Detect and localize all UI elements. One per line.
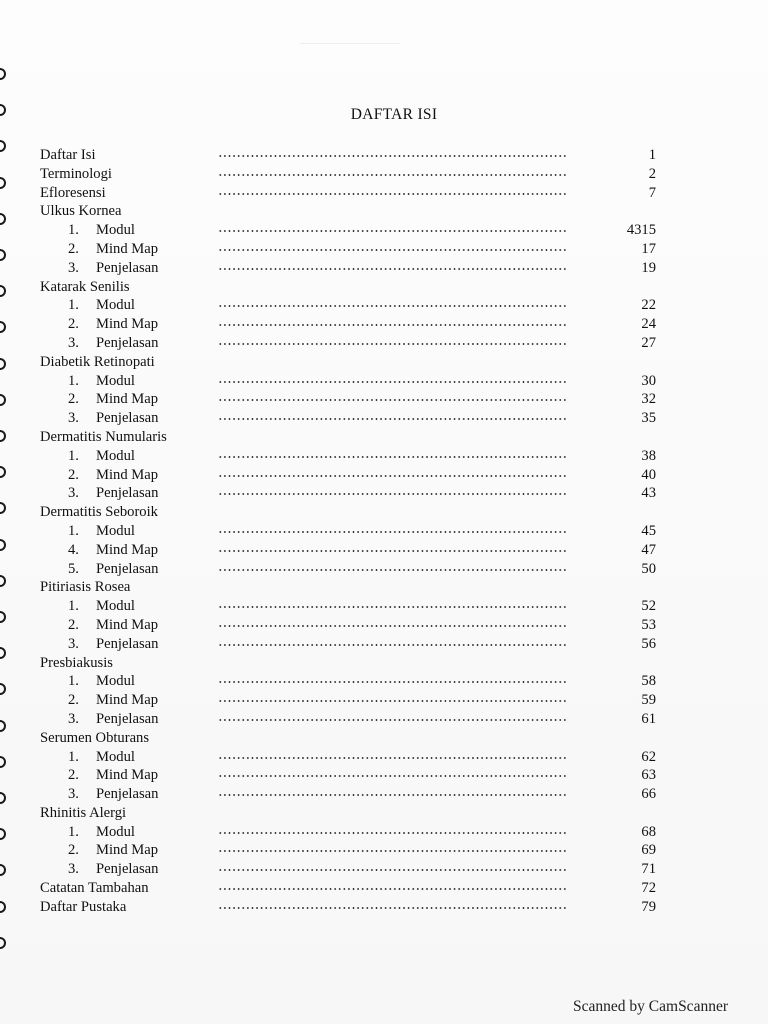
toc-entry-label: Pitiriasis Rosea — [40, 579, 131, 596]
toc-entry-number: 2. — [68, 842, 79, 859]
toc-subitem-row — [0, 409, 768, 428]
toc-dot-leader — [218, 418, 566, 420]
toc-entry-number: 5. — [68, 560, 79, 577]
toc-entry-number: 1. — [68, 598, 79, 615]
toc-subitem-row — [0, 522, 768, 541]
toc-subitem-row — [0, 240, 768, 259]
toc-section-row — [0, 428, 768, 447]
toc-page-number: 50 — [641, 560, 656, 577]
scan-artifact — [300, 43, 400, 44]
page-title: DAFTAR ISI — [350, 106, 438, 123]
toc-subitem-row — [0, 672, 768, 691]
toc-dot-leader — [218, 850, 566, 852]
toc-section-row — [0, 729, 768, 748]
toc-page-number: 19 — [641, 259, 656, 276]
table-of-contents — [0, 146, 768, 917]
toc-entry-number: 1. — [68, 748, 79, 765]
toc-dot-leader — [218, 681, 566, 683]
toc-entry-number: 2. — [68, 692, 79, 709]
toc-dot-leader — [218, 606, 566, 608]
toc-entry-text: Penjelasan — [96, 259, 159, 276]
toc-entry-text: Mind Map — [96, 240, 159, 257]
toc-dot-leader — [218, 644, 566, 646]
toc-page-number: 24 — [641, 316, 656, 333]
toc-subitem-row — [0, 823, 768, 842]
toc-entry-text: Modul — [96, 748, 135, 765]
toc-entry-number: 1. — [68, 522, 79, 539]
toc-entry-text: Modul — [96, 297, 135, 314]
toc-entry-label — [68, 597, 135, 616]
toc-entry-label — [68, 447, 135, 466]
toc-entry-text: Modul — [96, 823, 135, 840]
toc-page-number: 40 — [641, 466, 656, 483]
toc-page-number: 17 — [641, 240, 656, 257]
toc-subitem-row — [0, 616, 768, 635]
binding-ring — [0, 937, 6, 949]
toc-page-number: 7 — [648, 184, 656, 201]
toc-subitem-row — [0, 766, 768, 785]
toc-page-number: 71 — [641, 861, 656, 878]
toc-entry-text: Penjelasan — [96, 861, 159, 878]
toc-entry-label — [68, 221, 135, 240]
toc-entry-text: Modul — [96, 447, 135, 464]
toc-dot-leader — [218, 700, 566, 702]
toc-entry-label: Efloresensi — [40, 184, 106, 201]
toc-section-row — [0, 278, 768, 297]
toc-entry-number: 4. — [68, 541, 79, 558]
toc-entry-label — [68, 334, 158, 353]
toc-entry-number: 3. — [68, 710, 79, 727]
toc-entry-text: Modul — [96, 598, 135, 615]
toc-dot-leader — [218, 888, 566, 890]
toc-dot-leader — [218, 493, 566, 495]
toc-entry-label: Presbiakusis — [40, 654, 113, 671]
toc-entry-number: 3. — [68, 786, 79, 803]
toc-dot-leader — [218, 569, 566, 571]
toc-page-number: 61 — [641, 710, 656, 727]
toc-page-number: 59 — [641, 692, 656, 709]
toc-entry-label — [68, 560, 158, 579]
toc-entry-number: 3. — [68, 861, 79, 878]
toc-entry-text: Penjelasan — [96, 710, 159, 727]
toc-entry-number: 2. — [68, 240, 79, 257]
toc-entry-label — [68, 315, 158, 334]
toc-subitem-row — [0, 860, 768, 879]
toc-subitem-row — [0, 221, 768, 240]
toc-entry-number: 2. — [68, 316, 79, 333]
toc-entry-text: Mind Map — [96, 391, 159, 408]
toc-entry-label — [68, 541, 158, 560]
toc-page-number: 63 — [641, 767, 656, 784]
toc-entry-label: Daftar Isi — [40, 147, 96, 163]
toc-entry-number: 3. — [68, 334, 79, 351]
toc-entry-number: 1. — [68, 823, 79, 840]
toc-entry-text: Penjelasan — [96, 485, 159, 502]
toc-subitem-row — [0, 259, 768, 278]
toc-dot-leader — [218, 625, 566, 627]
toc-entry-label — [68, 823, 135, 842]
toc-dot-leader — [218, 381, 566, 383]
toc-entry-text: Mind Map — [96, 692, 159, 709]
toc-section-row — [0, 202, 768, 221]
toc-entry-label — [68, 240, 158, 259]
toc-page-number: 79 — [641, 898, 656, 915]
toc-page-number: 2 — [648, 165, 656, 182]
toc-dot-leader — [218, 719, 566, 721]
toc-page-number: 38 — [641, 447, 656, 464]
toc-subitem-row — [0, 390, 768, 409]
toc-dot-leader — [218, 343, 566, 345]
toc-entry-label — [68, 710, 158, 729]
toc-dot-leader — [218, 757, 566, 759]
toc-entry-number: 2. — [68, 616, 79, 633]
toc-subitem-row — [0, 597, 768, 616]
toc-subitem-row — [0, 785, 768, 804]
toc-entry-label: Ulkus Kornea — [40, 203, 122, 220]
toc-entry-label: Katarak Senilis — [40, 278, 130, 295]
toc-page-number: 4315 — [626, 222, 656, 239]
toc-dot-leader — [218, 832, 566, 834]
toc-subitem-row — [0, 560, 768, 579]
toc-entry-text: Mind Map — [96, 541, 159, 558]
toc-entry-number: 2. — [68, 767, 79, 784]
toc-section-row — [0, 165, 768, 184]
toc-entry-text: Modul — [96, 372, 135, 389]
toc-dot-leader — [218, 794, 566, 796]
toc-page-number: 69 — [641, 842, 656, 859]
toc-page-number: 27 — [641, 334, 656, 351]
toc-page-number: 35 — [641, 410, 656, 427]
toc-subitem-row — [0, 748, 768, 767]
toc-entry-label — [68, 860, 158, 879]
toc-dot-leader — [218, 550, 566, 552]
toc-page-number: 53 — [641, 616, 656, 633]
toc-entry-label — [68, 296, 135, 315]
toc-entry-text: Modul — [96, 522, 135, 539]
toc-subitem-row — [0, 635, 768, 654]
toc-entry-text: Modul — [96, 222, 135, 239]
toc-dot-leader — [218, 324, 566, 326]
toc-page-number: 22 — [641, 297, 656, 314]
toc-entry-text: Mind Map — [96, 616, 159, 633]
toc-entry-text: Mind Map — [96, 316, 159, 333]
toc-dot-leader — [218, 907, 566, 909]
toc-page-number: 45 — [641, 522, 656, 539]
toc-page-number: 1 — [648, 147, 656, 163]
toc-entry-label — [68, 785, 158, 804]
toc-entry-label: Dermatitis Seboroik — [40, 504, 158, 521]
toc-entry-number: 1. — [68, 297, 79, 314]
toc-entry-label — [68, 841, 158, 860]
toc-subitem-row — [0, 296, 768, 315]
toc-dot-leader — [218, 305, 566, 307]
toc-entry-number: 2. — [68, 391, 79, 408]
toc-entry-text: Mind Map — [96, 842, 159, 859]
toc-entry-label: Terminologi — [40, 165, 112, 182]
toc-entry-number: 1. — [68, 222, 79, 239]
toc-entry-label — [68, 409, 158, 428]
toc-subitem-row — [0, 841, 768, 860]
toc-dot-leader — [218, 193, 566, 195]
toc-dot-leader — [218, 230, 566, 232]
toc-dot-leader — [218, 249, 566, 251]
toc-entry-label — [68, 372, 135, 391]
toc-entry-label: Dermatitis Numularis — [40, 428, 167, 445]
toc-entry-label — [68, 259, 158, 278]
toc-page-number: 66 — [641, 786, 656, 803]
toc-page-number: 56 — [641, 635, 656, 652]
toc-page-number: 30 — [641, 372, 656, 389]
toc-page-number: 32 — [641, 391, 656, 408]
toc-entry-label: Daftar Pustaka — [40, 898, 127, 915]
toc-entry-label — [68, 522, 135, 541]
toc-section-row — [0, 804, 768, 823]
toc-dot-leader — [218, 174, 566, 176]
toc-section-row — [0, 898, 768, 917]
toc-entry-text: Modul — [96, 673, 135, 690]
toc-subitem-row — [0, 315, 768, 334]
toc-dot-leader — [218, 531, 566, 533]
toc-entry-text: Penjelasan — [96, 560, 159, 577]
toc-dot-leader — [218, 475, 566, 477]
toc-subitem-row — [0, 710, 768, 729]
toc-page-number: 72 — [641, 880, 656, 897]
toc-entry-number: 2. — [68, 466, 79, 483]
toc-page-number: 43 — [641, 485, 656, 502]
toc-entry-label — [68, 691, 158, 710]
toc-dot-leader — [218, 399, 566, 401]
toc-entry-number: 3. — [68, 485, 79, 502]
toc-entry-label — [68, 390, 158, 409]
toc-page-number: 52 — [641, 598, 656, 615]
toc-subitem-row — [0, 691, 768, 710]
toc-entry-label: Rhinitis Alergi — [40, 804, 127, 821]
toc-entry-text: Mind Map — [96, 466, 159, 483]
toc-page-number: 58 — [641, 673, 656, 690]
toc-subitem-row — [0, 541, 768, 560]
toc-entry-label — [68, 484, 158, 503]
toc-section-row — [0, 184, 768, 203]
toc-page-number: 47 — [641, 541, 656, 558]
toc-entry-text: Penjelasan — [96, 334, 159, 351]
toc-section-row — [0, 578, 768, 597]
toc-subitem-row — [0, 447, 768, 466]
toc-dot-leader — [218, 869, 566, 871]
toc-section-row — [0, 146, 768, 165]
toc-dot-leader — [218, 775, 566, 777]
binding-ring — [0, 68, 6, 80]
toc-entry-label — [68, 635, 158, 654]
toc-entry-label — [68, 766, 158, 785]
toc-entry-label — [68, 672, 135, 691]
toc-section-row — [0, 353, 768, 372]
toc-entry-text: Mind Map — [96, 767, 159, 784]
toc-entry-number: 3. — [68, 635, 79, 652]
toc-page-number: 62 — [641, 748, 656, 765]
toc-entry-text: Penjelasan — [96, 410, 159, 427]
toc-section-row — [0, 879, 768, 898]
toc-dot-leader — [218, 155, 566, 157]
toc-entry-text: Penjelasan — [96, 635, 159, 652]
toc-entry-label: Catatan Tambahan — [40, 880, 149, 897]
toc-section-row — [0, 654, 768, 673]
toc-entry-label: Diabetik Retinopati — [40, 353, 155, 370]
toc-entry-label — [68, 748, 135, 767]
toc-subitem-row — [0, 372, 768, 391]
toc-entry-number: 1. — [68, 447, 79, 464]
toc-entry-number: 3. — [68, 259, 79, 276]
toc-dot-leader — [218, 456, 566, 458]
toc-dot-leader — [218, 268, 566, 270]
scanner-watermark: Scanned by CamScanner — [573, 998, 728, 1015]
toc-entry-label — [68, 466, 158, 485]
toc-subitem-row — [0, 466, 768, 485]
toc-entry-number: 3. — [68, 410, 79, 427]
toc-entry-number: 1. — [68, 372, 79, 389]
toc-subitem-row — [0, 334, 768, 353]
toc-entry-text: Penjelasan — [96, 786, 159, 803]
toc-section-row — [0, 503, 768, 522]
toc-subitem-row — [0, 484, 768, 503]
toc-entry-number: 1. — [68, 673, 79, 690]
toc-entry-label: Serumen Obturans — [40, 729, 150, 746]
toc-page-number: 68 — [641, 823, 656, 840]
toc-entry-label — [68, 616, 158, 635]
